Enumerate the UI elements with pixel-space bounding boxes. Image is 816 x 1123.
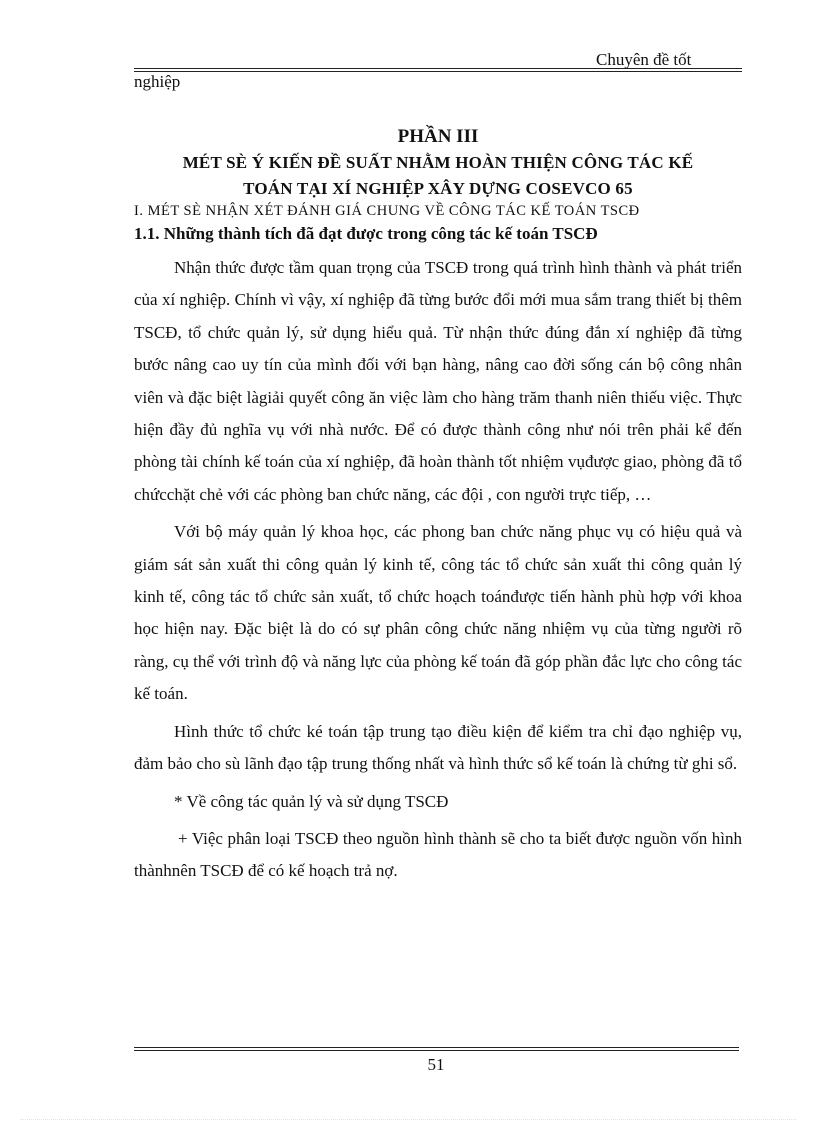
header-rule-thick <box>134 68 742 69</box>
section-heading: I. MÉT SÈ NHẬN XÉT ĐÁNH GIÁ CHUNG VỀ CÔNG TÁC KẾ TOÁN TSCĐ <box>134 203 640 219</box>
page-body <box>134 124 742 888</box>
page-number: 51 <box>427 1055 445 1074</box>
footer-rule-thin <box>134 1050 739 1051</box>
body-paragraph: Hình thức tổ chức ké toán tập trung tạo điều kiện để kiểm tra chỉ đạo nghiệp vụ, đảm bảo cho sù lãnh đạo tập trung thống nhất và hình thức sổ kế toán là chứng từ ghi sổ. <box>134 721 742 774</box>
bullet-management: * Về công tác quản lý và sử dụng TSCĐ <box>174 791 449 811</box>
body-paragraph: Nhận thức được tầm quan trọng của TSCĐ trong quá trình hình thành và phát triển của xí nghiệp. Chính vì vậy, xí nghiệp đã từng bước đổi mới mua sắm trang thiết bị thêm TSCĐ, tổ chức quản lý, sử dụng hiểu quả. Từ nhận thức đúng đắn xí nghiệp đã từng bước nâng cao uy tín của mình đối với bạn hàng, nâng cao đời sống cán bộ công nhân viên và đặc biệt làgiải quyết công ăn việc làm cho hàng trăm thanh niên thiếu việc. Thực hiện đầy đủ nghĩa vụ với nhà nước. Để có được thành công như nói trên phải kể đến phòng tài chính kế toán của xí nghiệp, đã hoàn thành tốt nhiệm vụđược giao, phòng đã tổ chứcchặt chẻ với các phòng ban chức năng, các đội , con người trực tiếp, … <box>134 258 742 504</box>
header-doc-type: Chuyên đề tốt <box>596 50 692 69</box>
bullet-classification: + Việc phân loại TSCĐ theo nguồn hình thành sẽ cho ta biết được nguồn vốn hình thànhnên TSCĐ để có kế hoạch trả nợ. <box>134 828 742 881</box>
body-paragraph: Với bộ máy quản lý khoa học, các phong ban chức năng phục vụ có hiệu quả và giám sát sản xuất thi công quản lý kinh tế, công tác tổ chức sản xuất thi công quản lý kinh tế, công tác tổ chức sản xuất, tổ chức hoạch toánđược tiến hành phù hợp với khoa học hiện nay. Đặc biệt là do có sự phân công chức năng nhiệm vụ của từng người rõ ràng, cụ thể với trình độ và năng lực của phòng kế toán đã góp phần đắc lực cho công tác kế toán. <box>134 522 742 704</box>
page-edge-dotted-line <box>20 1119 796 1120</box>
subsection-heading: 1.1. Những thành tích đã đạt được trong công tác kế toán TSCĐ <box>134 224 598 243</box>
header-rule-thin <box>134 71 742 72</box>
part-title-line-2: TOÁN TẠI XÍ NGHIỆP XÂY DỰNG COSEVCO 65 <box>243 179 633 198</box>
part-label: PHẦN III <box>397 126 479 147</box>
footer-rule-thick <box>134 1047 739 1048</box>
header-continuation: nghiệp <box>134 72 181 91</box>
part-title-line-1: MÉT SÈ Ý KIẾN ĐỀ SUẤT NHẰM HOÀN THIỆN CÔNG TÁC KẾ <box>182 153 694 172</box>
